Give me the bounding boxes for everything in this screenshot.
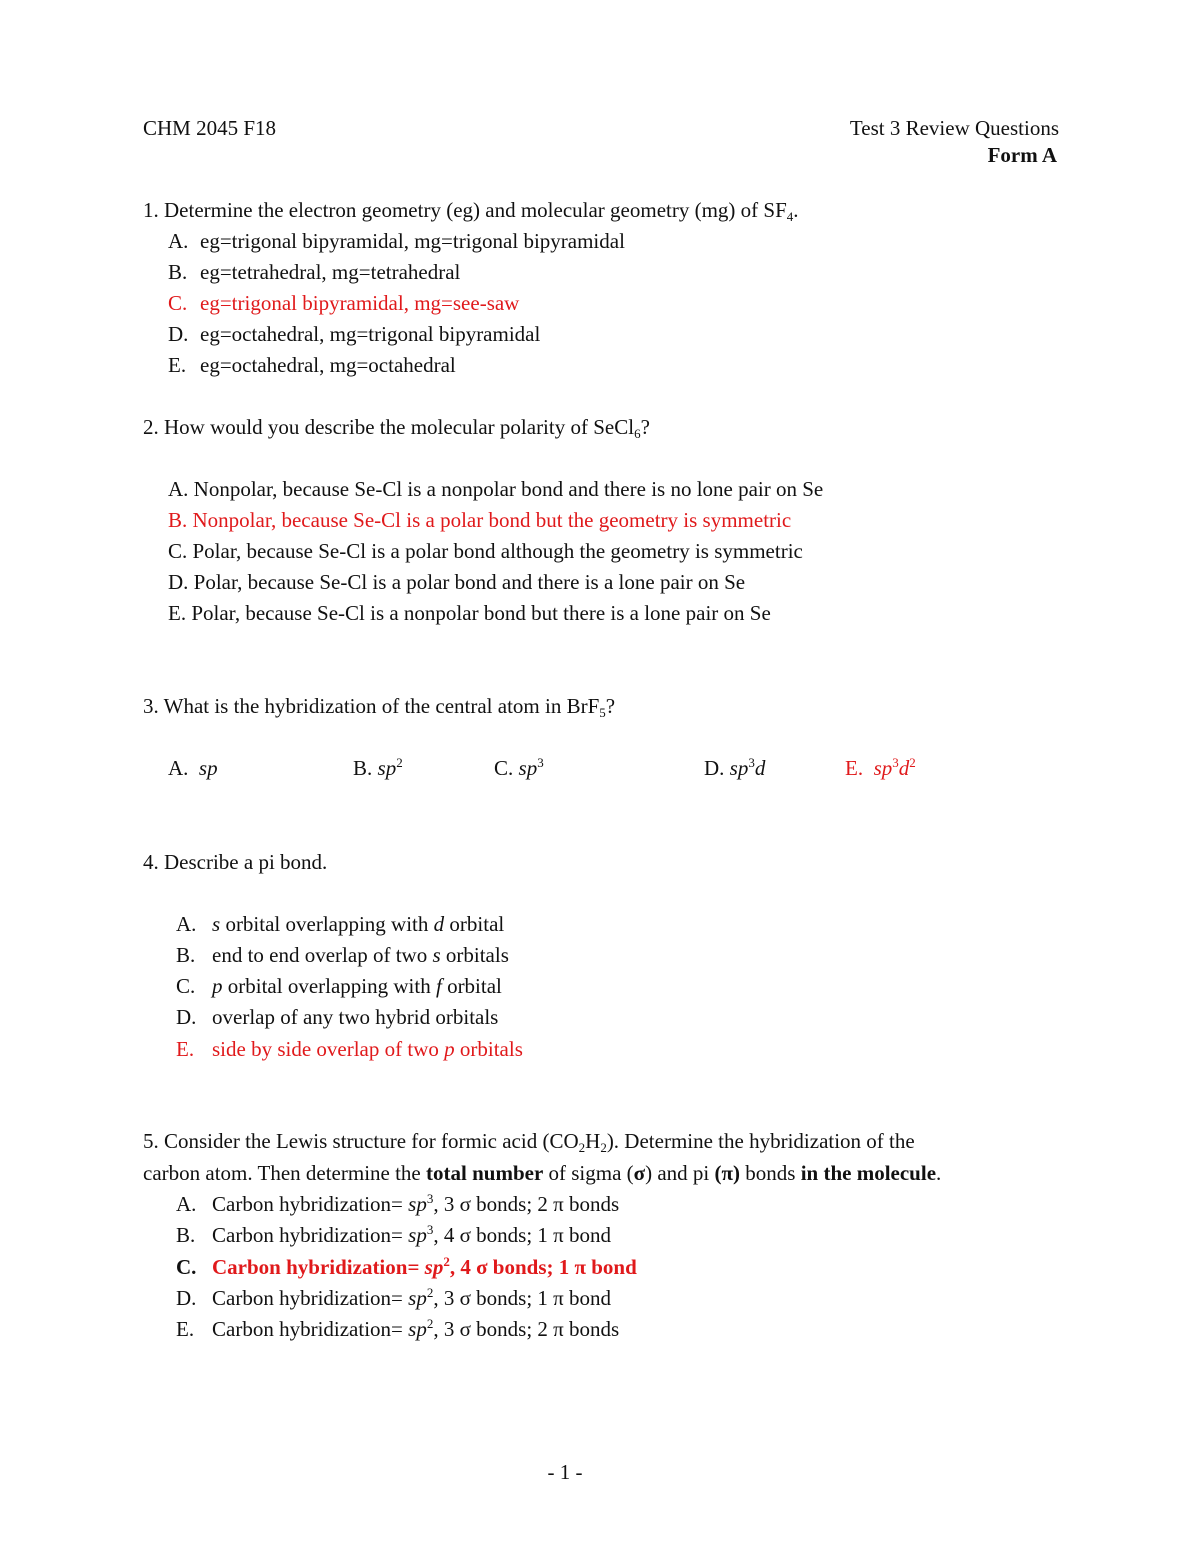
page-number: - 1 -	[547, 1460, 583, 1484]
question-3-choice-b: B. $sp^2$	[353, 755, 403, 780]
question-1-choice-e: E. eg=octahedral, mg=octahedral	[168, 353, 456, 377]
question-5-stem-line-2: carbon atom. Then determine the total number of sigma (σ) and pi (π) bonds in the molecule.	[143, 1161, 942, 1185]
question-2-choice-e: E. Polar, because Se-Cl is a nonpolar bond but there is a lone pair on Se	[168, 601, 771, 625]
question-5-choice-b: B. Carbon hybridization= $sp^3$, 4 σ bonds; 1 π bond	[176, 1222, 612, 1247]
question-4-choice-e-answer: E. side by side overlap of two p orbitals	[176, 1037, 523, 1061]
document-title: Test 3 Review Questions	[849, 116, 1059, 140]
question-1-stem: 1. Determine the electron geometry (eg) and molecular geometry (mg) of $SF_4$.	[143, 198, 799, 224]
question-4-choice-d: D. overlap of any two hybrid orbitals	[176, 1005, 499, 1029]
question-5-choice-e: E. Carbon hybridization= $sp^2$, 3 σ bonds; 2 π bonds	[176, 1316, 620, 1341]
question-5-choice-c-answer: C. Carbon hybridization= $sp^2$, 4 σ bonds; 1 π bond	[176, 1254, 637, 1279]
form-label: Form A	[987, 143, 1057, 167]
question-2-choice-c: C. Polar, because Se-Cl is a polar bond although the geometry is symmetric	[168, 539, 803, 563]
question-3-choice-d: D. $sp^3d$	[704, 755, 766, 780]
question-2-choice-a: A. Nonpolar, because Se-Cl is a nonpolar bond and there is no lone pair on Se	[168, 477, 824, 501]
question-4-choice-c: C. p orbital overlapping with f orbital	[176, 974, 502, 998]
question-1-choice-a: A. eg=trigonal bipyramidal, mg=trigonal bipyramidal	[168, 229, 625, 253]
question-5-choice-d: D. Carbon hybridization= $sp^2$, 3 σ bonds; 1 π bond	[176, 1285, 612, 1310]
question-2-choice-d: D. Polar, because Se-Cl is a polar bond and there is a lone pair on Se	[168, 570, 746, 594]
question-1-choice-c-answer: C. eg=trigonal bipyramidal, mg=see-saw	[168, 291, 520, 315]
question-3-stem: 3. What is the hybridization of the central atom in BrF$_5$?	[143, 694, 616, 720]
course-code: CHM 2045 F18	[143, 116, 277, 140]
question-4-choice-a: A. s orbital overlapping with d orbital	[176, 912, 505, 936]
question-1-choice-b: B. eg=tetrahedral, mg=tetrahedral	[168, 260, 461, 284]
question-3-choice-c: C. $sp^3$	[494, 755, 544, 780]
question-4-stem: 4. Describe a pi bond.	[143, 850, 328, 874]
question-4-choice-b: B. end to end overlap of two s orbitals	[176, 943, 509, 967]
question-2-stem: 2. How would you describe the molecular polarity of SeCl$_6$?	[143, 415, 650, 441]
question-5-stem-line-1: 5. Consider the Lewis structure for formic acid $(CO_2H_2)$. Determine the hybridization of the	[143, 1129, 915, 1155]
question-5-choice-a: A. Carbon hybridization= $sp^3$, 3 σ bonds; 2 π bonds	[176, 1191, 620, 1216]
question-1-choice-d: D. eg=octahedral, mg=trigonal bipyramidal	[168, 322, 541, 346]
question-3-choice-a: A. sp	[168, 756, 218, 780]
question-3-choice-e-answer: E. $sp^3d^2$	[845, 755, 916, 780]
question-2-choice-b-answer: B. Nonpolar, because Se-Cl is a polar bond but the geometry is symmetric	[168, 508, 792, 532]
